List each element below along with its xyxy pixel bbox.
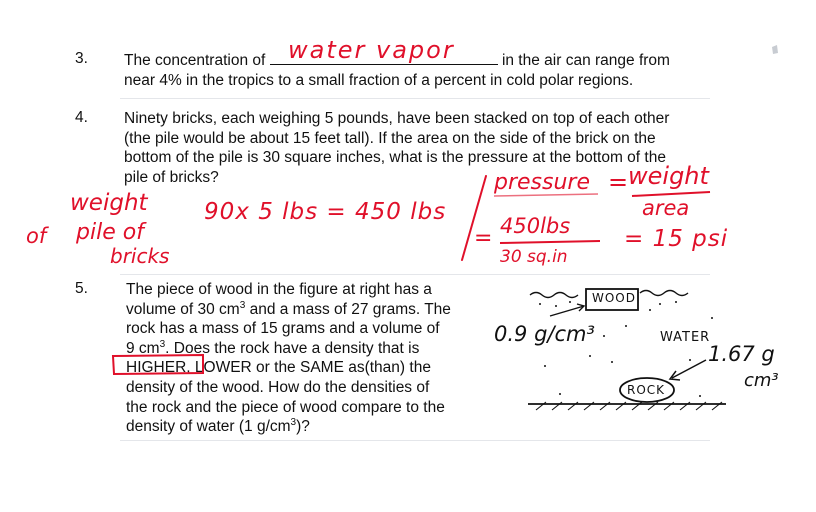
wood-block	[586, 289, 638, 310]
divider-stroke	[462, 176, 486, 260]
rock-shape	[620, 378, 674, 402]
question-4-line: Ninety bricks, each weighing 5 pounds, have been stacked on top of each other	[124, 110, 670, 127]
superscript: 3	[290, 417, 297, 428]
water-surface-right	[640, 291, 688, 296]
note-fraction-denominator: 30 sq.in	[500, 247, 568, 267]
question-3-text-before: The concentration of	[124, 52, 266, 69]
question-5-line: volume of 30 cm	[126, 300, 240, 318]
note-pile-of: pile of	[76, 220, 144, 245]
question-5-line: 9 cm	[126, 339, 160, 357]
figure-wood-label: WOOD	[592, 291, 636, 305]
superscript: 3	[159, 338, 166, 350]
question-5-line: density of water (1 g/cm	[126, 418, 291, 436]
note-equals-2: =	[474, 226, 493, 251]
wood-density-note: 0.9 g/cm³	[494, 322, 595, 346]
question-5-line: )?	[296, 418, 310, 436]
figure-rock-label: ROCK	[627, 383, 666, 397]
question-4-number: 4.	[75, 109, 88, 126]
question-5-line: density of the wood. How do the densities of	[126, 378, 430, 396]
question-5-line: The piece of wood in the figure at right has a	[126, 281, 432, 298]
question-3-text-after: in the air can range from	[501, 52, 670, 69]
note-bricks: bricks	[110, 244, 170, 268]
question-5-line: and a mass of 27 grams. The	[245, 300, 451, 318]
note-equals-1: =	[608, 168, 629, 196]
higher-answer-box	[113, 355, 203, 377]
rock-arrow	[672, 360, 706, 378]
note-fraction-numerator: 450lbs	[500, 214, 571, 238]
rock-density-denominator: cm³	[744, 370, 779, 391]
water-surface-left	[530, 293, 578, 298]
note-formula-numerator: weight	[628, 162, 709, 190]
question-3-line-2: near 4% in the tropics to a small fraction of a percent in cold polar regions.	[124, 71, 634, 89]
note-result: = 15 psi	[624, 226, 729, 252]
question-5-line: rock has a mass of 15 grams and a volume of	[126, 320, 440, 338]
note-pressure: pressure	[494, 170, 590, 195]
option-higher: HIGHER,	[126, 359, 191, 377]
superscript: 3	[239, 299, 246, 311]
question-5-number: 5.	[75, 280, 88, 297]
note-of: of	[26, 224, 47, 248]
rock-density-numerator: 1.67 g	[708, 342, 775, 366]
question-5-line: LOWER or the SAME as(than) the	[190, 359, 431, 377]
question-3-number: 3.	[75, 50, 88, 67]
question-5-line: . Does the rock have a density that is	[165, 339, 420, 357]
question-5-line: the rock and the piece of wood compare to the	[126, 398, 445, 416]
pressure-underline	[494, 194, 598, 196]
question-3-handwritten-answer: water vapor	[288, 36, 455, 64]
question-4-line: (the pile would be about 15 feet tall). If the area on the side of the brick on the	[124, 129, 656, 147]
question-4-line: bottom of the pile is 30 square inches, what is the pressure at the bottom of the	[124, 149, 666, 167]
figure-water-label: WATER	[660, 330, 711, 345]
note-weight: weight	[70, 190, 148, 216]
question-4-line: pile of bricks?	[124, 168, 219, 186]
stray-mark	[772, 45, 778, 54]
note-formula-denominator: area	[642, 196, 690, 220]
value-fraction-bar	[500, 241, 600, 243]
formula-fraction-bar	[632, 192, 710, 196]
note-calculation: 90x 5 lbs = 450 lbs	[204, 199, 447, 225]
wood-arrow	[550, 306, 584, 316]
